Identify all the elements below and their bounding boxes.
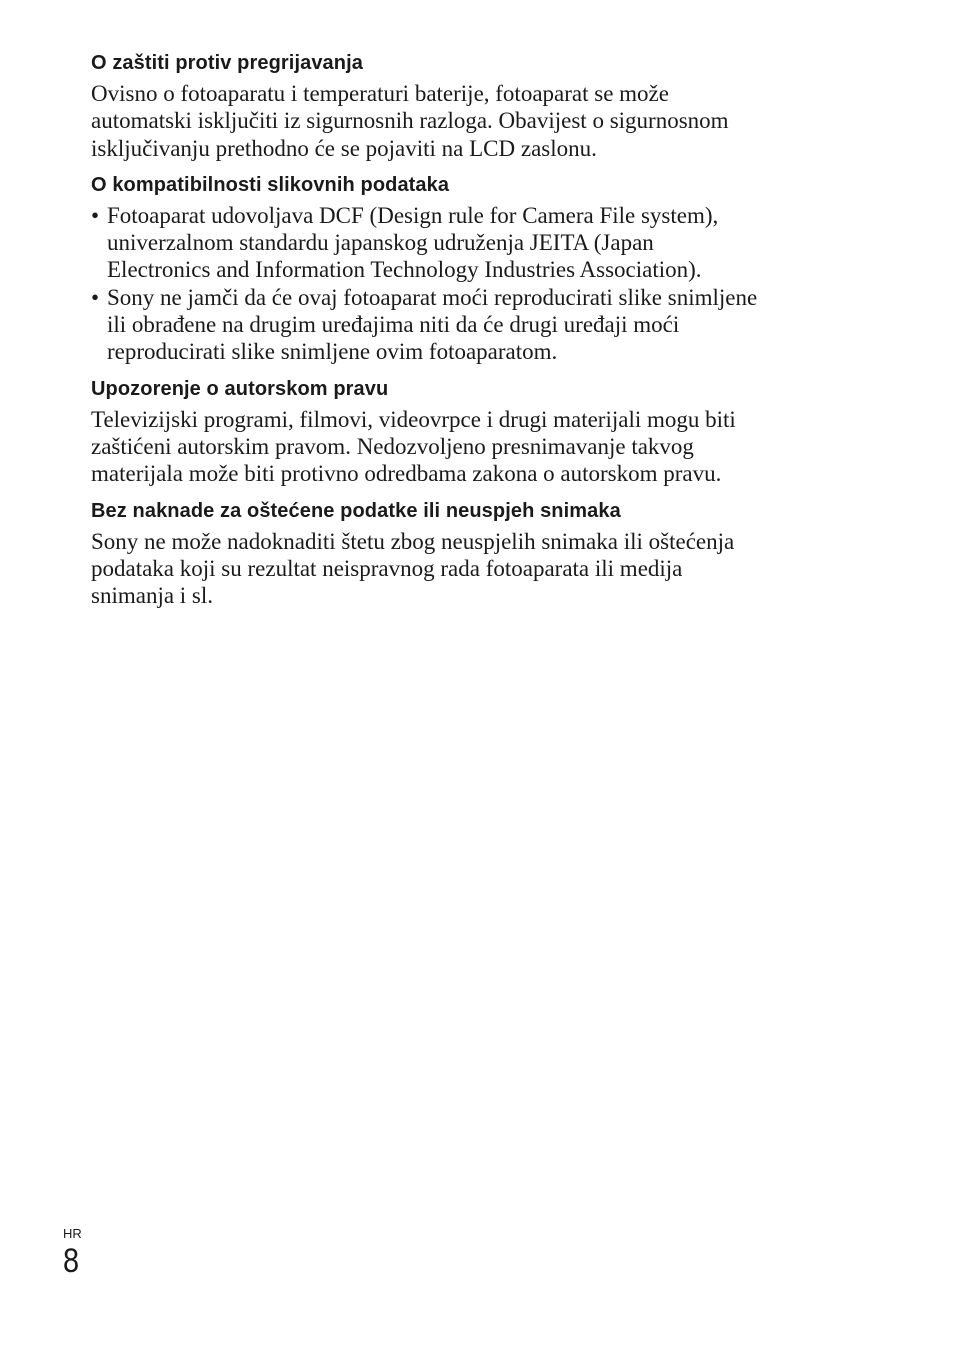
list-item: • Fotoaparat udovoljava DCF (Design rule for Camera File system), univerzalnom standardu japanskog udruženja JEITA (Japan Electronics and Information Technology Industries Association). bbox=[91, 202, 871, 284]
section-image-compatibility bbox=[91, 172, 871, 366]
page-content bbox=[91, 50, 871, 609]
section-copyright bbox=[91, 376, 871, 488]
section-heading: O zaštiti protiv pregrijavanja bbox=[91, 52, 363, 74]
section-paragraph: Sony ne može nadoknaditi štetu zbog neuspjelih snimaka ili oštećenja podataka koji su rezultat neispravnog rada fotoaparata ili medija snimanja i sl. bbox=[91, 528, 735, 609]
bullet-list bbox=[91, 202, 871, 366]
section-heading: O kompatibilnosti slikovnih podataka bbox=[91, 173, 450, 196]
section-heading: Upozorenje o autorskom pravu bbox=[91, 377, 389, 400]
page-footer bbox=[63, 1227, 82, 1279]
section-heading: Bez naknade za oštećene podatke ili neuspjeh snimaka bbox=[91, 499, 621, 522]
section-no-compensation bbox=[91, 498, 871, 610]
section-overheating bbox=[91, 50, 871, 162]
page-number: 8 bbox=[63, 1242, 80, 1280]
language-code: HR bbox=[63, 1226, 82, 1241]
section-paragraph: Televizijski programi, filmovi, videovrpce i drugi materijali mogu biti zaštićeni autorskim pravom. Nedozvoljeno presnimavanje takvog materijala može biti protivno odredbama zakona o autorskom pravu. bbox=[91, 406, 736, 487]
list-item: • Sony ne jamči da će ovaj fotoaparat moći reproducirati slike snimljene ili obrađene na drugim uređajima niti da će drugi uređaji moći reproducirati slike snimljene ovim fotoaparatom. bbox=[91, 284, 871, 366]
section-paragraph: Ovisno o fotoaparatu i temperaturi baterije, fotoaparat se može automatski isključiti iz sigurnosnih razloga. Obavijest o sigurnosnom isključivanju prethodno će se pojaviti na LCD zaslonu. bbox=[91, 81, 729, 161]
